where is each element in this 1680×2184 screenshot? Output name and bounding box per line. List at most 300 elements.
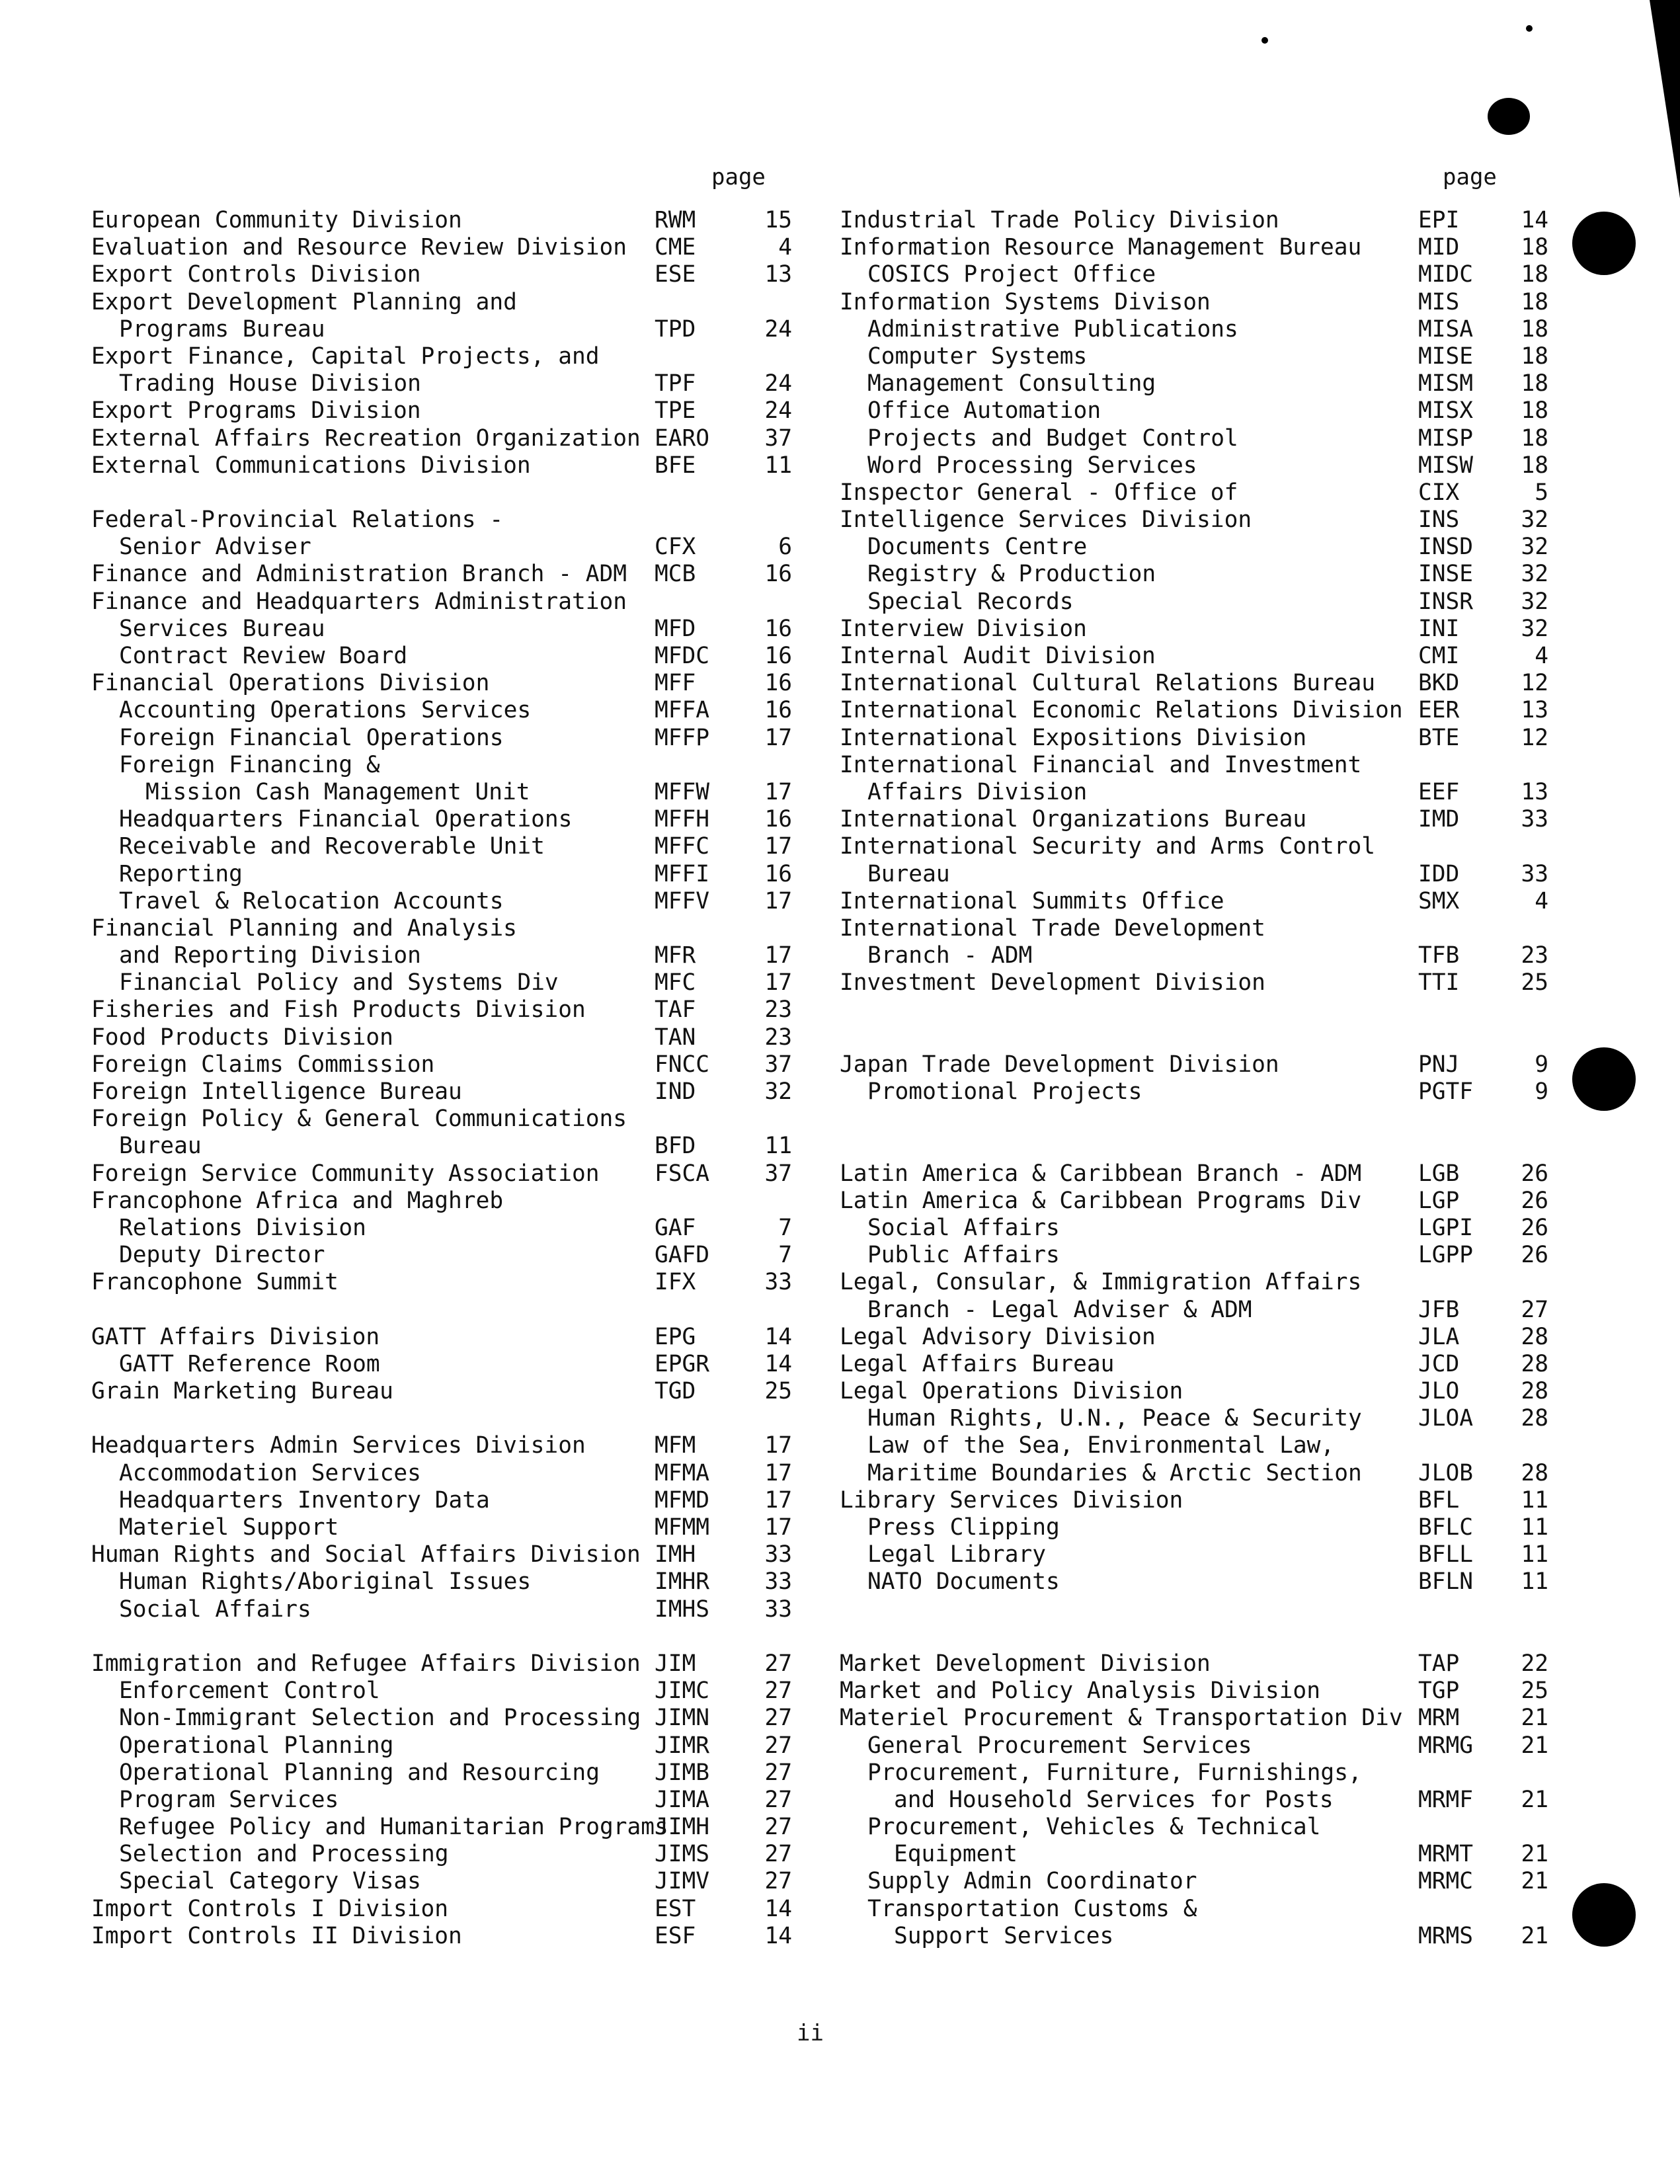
entry-name: Operational Planning and Resourcing [119,1759,600,1786]
list-item [840,534,1550,561]
list-item [91,289,779,316]
entry-code: MISE [1418,343,1474,370]
entry-code: PNJ [1418,1051,1460,1078]
entry-name: Deputy Director [119,1242,325,1269]
entry-code: JLOA [1418,1405,1474,1432]
entry-name: Contract Review Board [119,643,408,669]
list-item [91,397,792,425]
list-item [840,1678,1550,1705]
entry-code: ESF [655,1922,696,1949]
entry-page: 18 [1521,397,1548,425]
entry-code: EARO [655,425,710,452]
entry-code: JIMR [655,1732,710,1759]
list-item [91,1432,792,1459]
entry-code: RWM [655,207,696,233]
page-number: ii [797,2020,824,2046]
entry-code: IMH [655,1541,696,1568]
left-entry-list [91,207,792,1950]
entry-name: Export Programs Division [91,397,421,425]
entry-name: Bureau [119,1133,202,1160]
punch-hole-bottom [1572,1883,1636,1947]
entry-name: Food Products Division [91,1024,393,1051]
entry-code: JLOB [1418,1459,1474,1486]
list-item [91,1514,792,1541]
list-item [91,1623,779,1650]
entry-code: MFFI [655,860,710,887]
entry-page: 21 [1521,1868,1548,1895]
entry-code: GAFD [655,1242,710,1269]
list-item [840,915,1550,942]
entry-page: 14 [764,1350,792,1377]
entry-code: CMI [1418,643,1460,669]
entry-code: MFD [655,615,696,642]
entry-page: 17 [764,1432,792,1459]
list-item [91,1188,779,1215]
entry-code: BFD [655,1133,696,1160]
list-item [840,1078,1550,1106]
list-item [91,1078,792,1106]
entry-page: 17 [764,1459,792,1486]
entry-name: International Summits Office [840,887,1224,914]
entry-name: Non-Immigrant Selection and Processing [119,1705,641,1732]
entry-code: MRMC [1418,1868,1474,1895]
list-item [840,779,1550,806]
right-entry-list [840,207,1550,1950]
entry-page: 18 [1521,425,1548,452]
entry-name: Computer Systems [867,343,1088,370]
entry-page: 28 [1521,1350,1548,1377]
entry-code: MFFW [655,778,710,805]
entry-page: 11 [764,1133,792,1160]
entry-page: 21 [1521,1841,1548,1868]
entry-name: Headquarters Financial Operations [119,806,573,833]
entry-code: MFFH [655,806,710,833]
entry-code: IMHS [655,1596,710,1623]
entry-code: EPI [1418,207,1460,233]
entry-name: Branch - ADM [867,942,1033,969]
entry-name: Import Controls I Division [91,1895,449,1922]
list-item [840,942,1550,969]
entry-page: 18 [1521,343,1548,370]
list-item [91,343,779,370]
entry-page: 16 [764,697,792,724]
list-item [91,234,792,261]
entry-code: MFR [655,942,696,969]
entry-name: Projects and Budget Control [867,425,1238,452]
entry-code: BTE [1418,724,1460,751]
entry-code: MISX [1418,397,1474,425]
entry-name: Library Services Division [840,1486,1183,1514]
list-item [840,1596,1550,1623]
list-item [91,996,792,1024]
list-item [91,1297,779,1324]
entry-code: TTI [1418,969,1460,996]
entry-page: 4 [778,234,792,261]
list-item [91,969,792,996]
entry-page: 37 [764,1051,792,1078]
entry-code: MISP [1418,425,1474,452]
entry-name: Services Bureau [119,615,325,642]
list-item [840,1705,1550,1732]
list-item [91,588,779,616]
entry-name: Human Rights, U.N., Peace & Security [867,1405,1362,1432]
entry-code: LGPI [1418,1214,1474,1241]
entry-page: 14 [764,1895,792,1922]
entry-name: Registry & Production [867,561,1156,588]
entry-name: Documents Centre [867,534,1088,561]
entry-code: FNCC [655,1051,710,1078]
list-item [840,343,1550,370]
left-page-header: page [711,164,766,190]
entry-name: Finance and Administration Branch - ADM [91,561,627,588]
list-item [91,1922,792,1950]
list-item [840,1732,1550,1759]
entry-page: 17 [764,1486,792,1514]
entry-code: CFX [655,534,696,561]
entry-name: Francophone Africa and Maghreb [91,1187,504,1214]
entry-code: MRMF [1418,1786,1474,1813]
entry-code: INSD [1418,534,1474,561]
entry-code: IMHR [655,1568,710,1596]
entry-code: MFDC [655,643,710,669]
entry-page: 5 [1535,479,1548,506]
list-item [840,1787,1550,1814]
list-item [840,643,1550,670]
entry-name: Reporting [119,860,243,887]
entry-code: EPGR [655,1350,710,1377]
list-item [840,479,1550,506]
entry-name: Trading House Division [119,370,421,397]
entry-name: GATT Reference Room [119,1350,380,1377]
entry-page: 9 [1535,1078,1548,1105]
entry-name: Materiel Procurement & Transportation Div [840,1705,1403,1732]
entry-page: 33 [1521,806,1548,833]
entry-name: International Economic Relations Division [840,697,1403,724]
list-item [91,1459,792,1487]
list-item [840,1351,1550,1378]
entry-name: Branch - Legal Adviser & ADM [867,1296,1252,1323]
entry-code: MFMD [655,1486,710,1514]
entry-code: IMD [1418,806,1460,833]
list-item [840,1814,1550,1841]
list-item [840,996,1550,1024]
entry-name: Francophone Summit [91,1269,339,1296]
list-item [91,615,792,643]
list-item [91,1868,792,1895]
entry-name: Fisheries and Fish Products Division [91,996,586,1024]
entry-code: IDD [1418,860,1460,887]
entry-name: Federal-Provincial Relations - [91,506,504,534]
entry-page: 16 [764,615,792,642]
entry-page: 26 [1521,1242,1548,1269]
entry-page: 18 [1521,370,1548,397]
entry-code: TPF [655,370,696,397]
list-item [91,1024,792,1051]
entry-code: MFFP [655,724,710,751]
entry-name: Legal Affairs Bureau [840,1350,1115,1377]
entry-code: MFC [655,969,696,996]
entry-code: JIMV [655,1868,710,1895]
entry-page: 25 [1521,969,1548,996]
entry-name: Transportation Customs & [867,1895,1197,1922]
entry-code: MID [1418,234,1460,261]
entry-name: Program Services [119,1786,339,1813]
entry-code: MISA [1418,315,1474,343]
entry-name: Affairs Division [867,778,1088,805]
list-item [840,1269,1550,1296]
entry-name: Procurement, Vehicles & Technical [867,1814,1321,1841]
entry-code: SMX [1418,887,1460,914]
list-item [91,1269,792,1296]
entry-page: 18 [1521,315,1548,343]
entry-name: Management Consulting [867,370,1156,397]
entry-page: 24 [764,397,792,425]
entry-page: 4 [1535,643,1548,669]
entry-name: Enforcement Control [119,1678,380,1705]
entry-page: 32 [1521,534,1548,561]
entry-name: Export Controls Division [91,261,421,288]
entry-page: 33 [764,1269,792,1296]
entry-name: Bureau [867,860,950,887]
entry-code: MIDC [1418,261,1474,288]
list-item [840,888,1550,915]
entry-name: Maritime Boundaries & Arctic Section [867,1459,1362,1486]
scan-speck [1526,25,1533,32]
entry-page: 13 [1521,778,1548,805]
entry-name: Receivable and Recoverable Unit [119,833,545,860]
entry-name: Legal Library [867,1541,1047,1568]
entry-name: Senior Adviser [119,534,311,561]
right-page-header: page [1443,164,1497,190]
entry-code: JLA [1418,1323,1460,1350]
entry-page: 28 [1521,1378,1548,1405]
entry-code: JIMN [655,1705,710,1732]
list-item [840,1024,1550,1051]
entry-name: COSICS Project Office [867,261,1156,288]
entry-code: TAP [1418,1650,1460,1677]
entry-code: BKD [1418,670,1460,697]
entry-code: EPG [655,1323,696,1350]
entry-code: INS [1418,506,1460,534]
entry-name: Export Finance, Capital Projects, and [91,343,600,370]
list-item [840,861,1550,888]
entry-page: 17 [764,969,792,996]
entry-page: 16 [764,806,792,833]
entry-page: 14 [764,1323,792,1350]
list-item [91,479,779,506]
list-item [91,506,779,534]
entry-code: MFM [655,1432,696,1459]
list-item [840,1841,1550,1868]
entry-code: TFB [1418,942,1460,969]
list-item [91,1786,792,1814]
entry-name: Word Processing Services [867,452,1197,479]
entry-code: BFE [655,452,696,479]
list-item [840,207,1550,234]
entry-name: Foreign Financing & [119,751,380,778]
entry-name: Special Category Visas [119,1868,421,1895]
list-item [840,561,1550,588]
entry-code: LGPP [1418,1242,1474,1269]
entry-code: JLO [1418,1378,1460,1405]
entry-page: 16 [764,860,792,887]
list-item [91,561,792,588]
entry-name: Export Development Planning and [91,288,517,315]
entry-name: Information Resource Management Bureau [840,234,1362,261]
punch-hole-middle [1572,1047,1636,1111]
entry-page: 32 [764,1078,792,1105]
list-item [91,1486,792,1514]
entry-page: 21 [1521,1786,1548,1813]
entry-name: Foreign Intelligence Bureau [91,1078,462,1105]
list-item [91,860,792,888]
entry-code: INSE [1418,561,1474,588]
list-item [840,397,1550,425]
entry-code: INSR [1418,588,1474,615]
list-item [91,1160,792,1188]
list-item [840,1623,1550,1650]
entry-name: Human Rights/Aboriginal Issues [119,1568,532,1596]
entry-page: 16 [764,561,792,588]
entry-code: MFFA [655,697,710,724]
list-item [840,370,1550,397]
list-item [840,1896,1550,1923]
entry-code: MRMG [1418,1732,1474,1759]
list-item [91,261,792,288]
entry-code: JIMC [655,1678,710,1705]
entry-page: 4 [1535,887,1548,914]
list-item [840,969,1550,996]
list-item [840,425,1550,452]
list-item [91,942,792,969]
list-item [840,289,1550,316]
list-item [91,1242,792,1269]
list-item [91,1323,792,1351]
list-item [91,1541,792,1568]
entry-name: Financial Policy and Systems Div [119,969,559,996]
list-item [91,1106,779,1133]
entry-name: Foreign Financial Operations [119,724,504,751]
entry-code: MFMA [655,1459,710,1486]
list-item [840,261,1550,288]
entry-name: Legal Advisory Division [840,1323,1156,1350]
list-item [91,670,792,697]
entry-code: JIM [655,1650,696,1677]
entry-name: Press Clipping [867,1514,1060,1541]
entry-code: MFF [655,670,696,697]
entry-name: Supply Admin Coordinator [867,1868,1197,1895]
entry-name: NATO Documents [867,1568,1060,1596]
entry-name: International Organizations Bureau [840,806,1307,833]
list-item [840,1868,1550,1895]
list-item [840,1297,1550,1324]
entry-code: EER [1418,697,1460,724]
entry-name: Legal Operations Division [840,1378,1183,1405]
entry-name: Foreign Claims Commission [91,1051,435,1078]
entry-page: 25 [764,1378,792,1405]
entry-name: External Communications Division [91,452,531,479]
entry-page: 27 [764,1759,792,1786]
entry-name: Administrative Publications [867,315,1238,343]
list-item [91,778,792,806]
entry-page: 32 [1521,615,1548,642]
entry-name: International Financial and Investment [840,751,1362,778]
entry-code: MRMT [1418,1841,1474,1868]
entry-code: CME [655,234,696,261]
entry-page: 15 [764,207,792,233]
entry-name: Immigration and Refugee Affairs Division [91,1650,641,1677]
entry-page: 27 [764,1705,792,1732]
list-item [840,806,1550,833]
entry-page: 7 [778,1242,792,1269]
entry-name: Intelligence Services Division [840,506,1252,534]
scan-speck [1488,98,1530,135]
entry-name: Market and Policy Analysis Division [840,1678,1320,1705]
entry-name: Materiel Support [119,1514,339,1541]
list-item [91,1732,792,1759]
entry-name: International Expositions Division [840,724,1307,751]
list-item [840,670,1550,697]
entry-code: JIMH [655,1814,710,1841]
entry-name: Public Affairs [867,1242,1060,1269]
list-item [840,506,1550,534]
list-item [91,1759,792,1787]
list-item [840,725,1550,752]
entry-name: Accounting Operations Services [119,697,532,724]
entry-name: Selection and Processing [119,1841,449,1868]
entry-code: CIX [1418,479,1460,506]
entry-name: Financial Operations Division [91,670,490,697]
entry-name: General Procurement Services [867,1732,1252,1759]
entry-name: European Community Division [91,207,462,233]
entry-name: Japan Trade Development Division [840,1051,1279,1078]
entry-page: 33 [764,1568,792,1596]
entry-page: 23 [764,996,792,1024]
entry-page: 37 [764,1160,792,1187]
entry-name: GATT Affairs Division [91,1323,380,1350]
list-item [91,1214,792,1242]
entry-name: Support Services [894,1922,1114,1949]
list-item [840,1541,1550,1568]
entry-page: 12 [1521,670,1548,697]
entry-code: LGP [1418,1187,1460,1214]
entry-name: Operational Planning [119,1732,394,1759]
entry-code: MISW [1418,452,1474,479]
list-item [91,1405,779,1432]
entry-code: JIMS [655,1841,710,1868]
list-item [91,643,792,670]
entry-page: 21 [1521,1705,1548,1732]
list-item [91,425,792,452]
entry-page: 17 [764,778,792,805]
entry-code: BFLN [1418,1568,1474,1596]
entry-code: MFFV [655,887,710,914]
entry-code: MCB [655,561,696,588]
entry-code: PGTF [1418,1078,1474,1105]
entry-page: 26 [1521,1160,1548,1187]
entry-name: External Affairs Recreation Organization [91,425,641,452]
entry-page: 6 [778,534,792,561]
entry-name: Equipment [894,1841,1018,1868]
entry-code: IND [655,1078,696,1105]
entry-page: 27 [764,1814,792,1841]
entry-page: 28 [1521,1405,1548,1432]
entry-page: 11 [1521,1541,1548,1568]
entry-name: Programs Bureau [119,315,325,343]
list-item [840,588,1550,616]
list-item [91,833,792,860]
list-item [840,1923,1550,1950]
